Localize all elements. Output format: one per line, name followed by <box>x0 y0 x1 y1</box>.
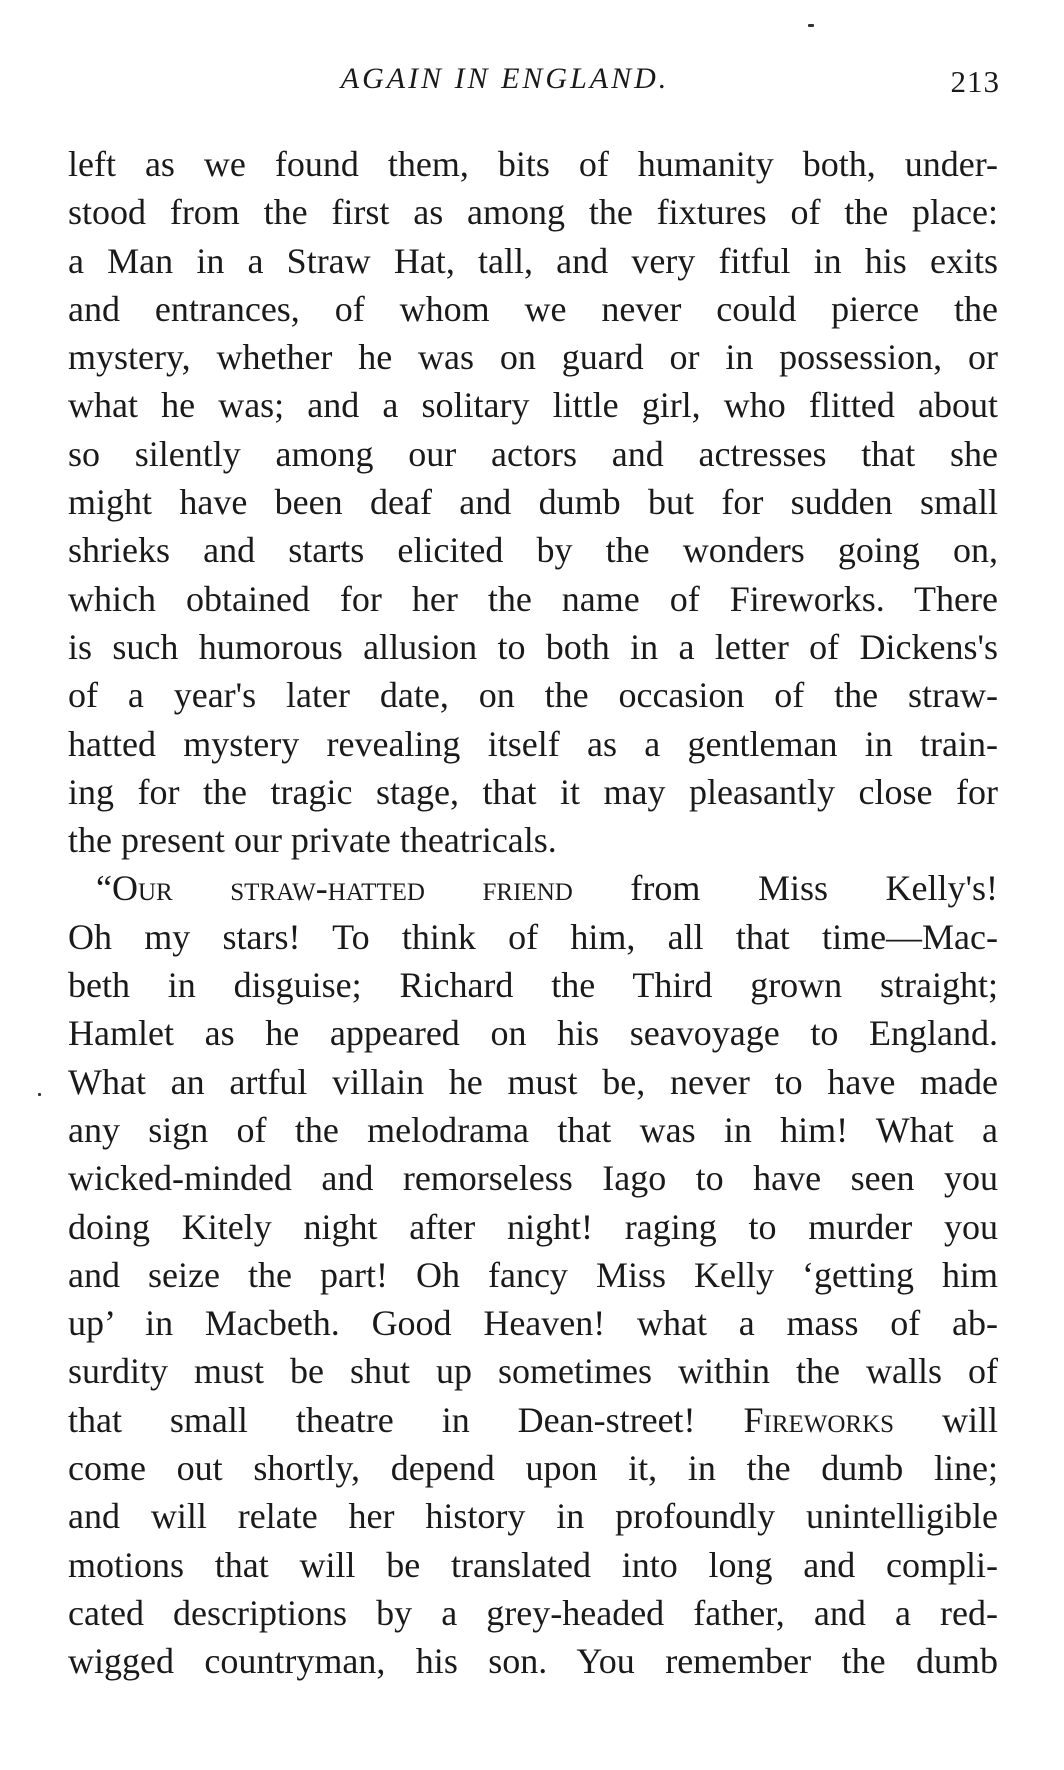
running-title: AGAIN IN ENGLAND. <box>340 62 670 95</box>
text-line: and will relate her history in profoundly unintelligible <box>68 1496 998 1537</box>
text-line: ing for the tragic stage, that it may pleasantly close for <box>68 771 998 812</box>
open-quote: “ <box>96 868 112 909</box>
smallcaps-phrase: Our straw-hatted friend <box>111 868 573 909</box>
text-run: that small theatre in Dean-street! <box>68 1399 744 1440</box>
quote-opening-line <box>68 864 998 912</box>
text-line: doing Kitely night after night! raging to murder you <box>68 1206 998 1247</box>
text-line: left as we found them, bits of humanity both, under- <box>68 144 998 184</box>
fireworks-line <box>68 1396 998 1444</box>
text-line: surdity must be shut up sometimes within the walls of <box>68 1351 998 1392</box>
text-line: Hamlet as he appeared on his seavoyage to England. <box>68 1013 998 1054</box>
text-line: might have been deaf and dumb but for sudden small <box>68 482 998 523</box>
text-line: stood from the first as among the fixtures of the place: <box>68 192 998 233</box>
text-line: wicked-minded and remorseless Iago to have seen you <box>68 1158 998 1199</box>
text-line: the present our private theatricals. <box>68 820 557 861</box>
text-line: come out shortly, depend upon it, in the dumb line; <box>68 1448 998 1489</box>
text-line: what he was; and a solitary little girl, who flitted about <box>68 385 998 426</box>
ink-speck <box>808 24 814 27</box>
text-line: cated descriptions by a grey-headed father, and a red- <box>68 1592 998 1633</box>
text-line: so silently among our actors and actresses that she <box>68 433 998 474</box>
text-run: from Miss Kelly's! <box>572 868 998 909</box>
text-line: Oh my stars! To think of him, all that time—Mac- <box>68 916 998 957</box>
text-line: up’ in Macbeth. Good Heaven! what a mass of ab- <box>68 1303 998 1344</box>
text-run: will <box>894 1399 998 1440</box>
text-line: is such humorous allusion to both in a letter of Dickens's <box>68 626 998 667</box>
text-line: beth in disguise; Richard the Third grown straight; <box>68 965 998 1006</box>
ink-speck <box>38 1093 41 1096</box>
text-line: motions that will be translated into long and compli- <box>68 1544 998 1585</box>
text-line: mystery, whether he was on guard or in possession, or <box>68 337 998 378</box>
text-line: any sign of the melodrama that was in him! What a <box>68 1109 998 1150</box>
text-line: a Man in a Straw Hat, tall, and very fitful in his exits <box>68 240 998 281</box>
text-line: of a year's later date, on the occasion of the straw- <box>68 675 998 716</box>
smallcaps-word: Fireworks <box>743 1399 895 1440</box>
running-head <box>70 62 1000 102</box>
text-line: which obtained for her the name of Fireworks. There <box>68 578 998 619</box>
body-text <box>68 140 998 1686</box>
page-number: 213 <box>950 64 1000 99</box>
text-line: and seize the part! Oh fancy Miss Kelly ‘getting him <box>68 1254 998 1295</box>
text-line: and entrances, of whom we never could pierce the <box>68 288 998 329</box>
text-line: shrieks and starts elicited by the wonders going on, <box>68 530 998 571</box>
text-line: What an artful villain he must be, never to have made <box>68 1061 998 1102</box>
text-line: hatted mystery revealing itself as a gentleman in train- <box>68 723 998 764</box>
text-line: wigged countryman, his son. You remember the dumb <box>68 1641 998 1682</box>
